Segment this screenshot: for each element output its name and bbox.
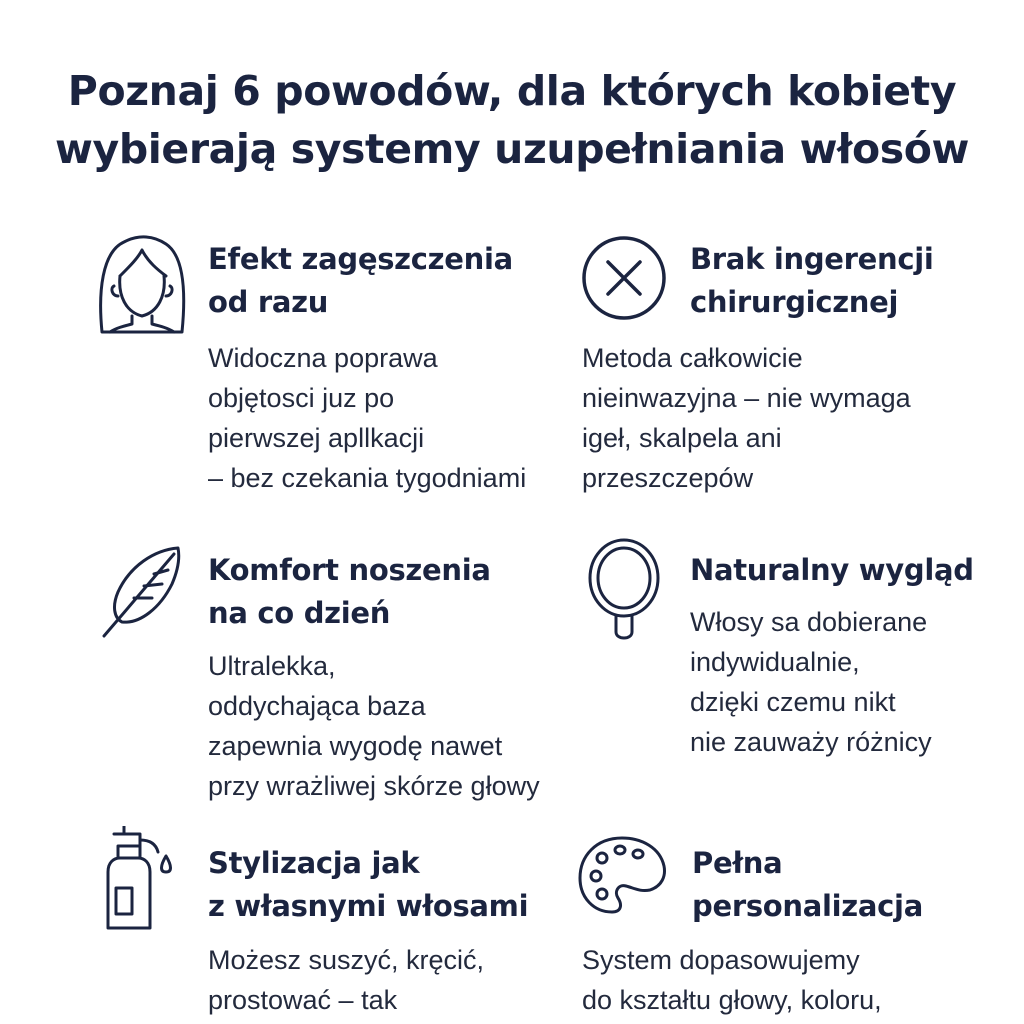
feature-description: System dopasowujemy do kształtu głowy, koloru, xyxy=(582,945,882,1015)
spray-bottle-icon xyxy=(94,826,190,934)
feature-heading: Pełna personalizacja xyxy=(692,846,923,923)
hand-mirror-icon xyxy=(576,536,672,644)
feature-heading: Naturalny wygląd xyxy=(690,553,974,587)
woman-face-icon xyxy=(94,232,190,340)
feature-description: Włosy sa dobierane indywidualnie, dzięki czemu nikt nie zauważy różnicy xyxy=(690,607,932,757)
feature-description: Możesz suszyć, kręcić, prostować – tak xyxy=(208,945,485,1015)
feature-description: Widoczna poprawa objętosci juz po pierwszej apllkacji – bez czekania tygodniami xyxy=(208,343,527,493)
no-surgery-x-icon xyxy=(576,232,672,340)
feature-heading: Komfort noszenia na co dzień xyxy=(208,553,491,630)
feature-description: Metoda całkowicie nieinwazyjna – nie wymaga igeł, skalpela ani przeszczepów xyxy=(582,343,911,493)
page-title-line-1: Poznaj 6 powodów, dla których kobiety xyxy=(67,67,957,115)
color-palette-icon xyxy=(574,832,670,940)
feature-heading: Brak ingerencji chirurgicznej xyxy=(690,242,934,319)
feather-icon xyxy=(94,540,190,648)
feature-heading: Efekt zagęszczenia od razu xyxy=(208,242,513,319)
feature-description: Ultralekka, oddychająca baza zapewnia wygodę nawet przy wrażliwej skórze głowy xyxy=(208,651,540,801)
page-title-line-2: wybierają systemy uzupełniania włosów xyxy=(55,125,969,173)
page-title xyxy=(0,62,1024,178)
feature-heading: Stylizacja jak z własnymi włosami xyxy=(208,846,529,923)
